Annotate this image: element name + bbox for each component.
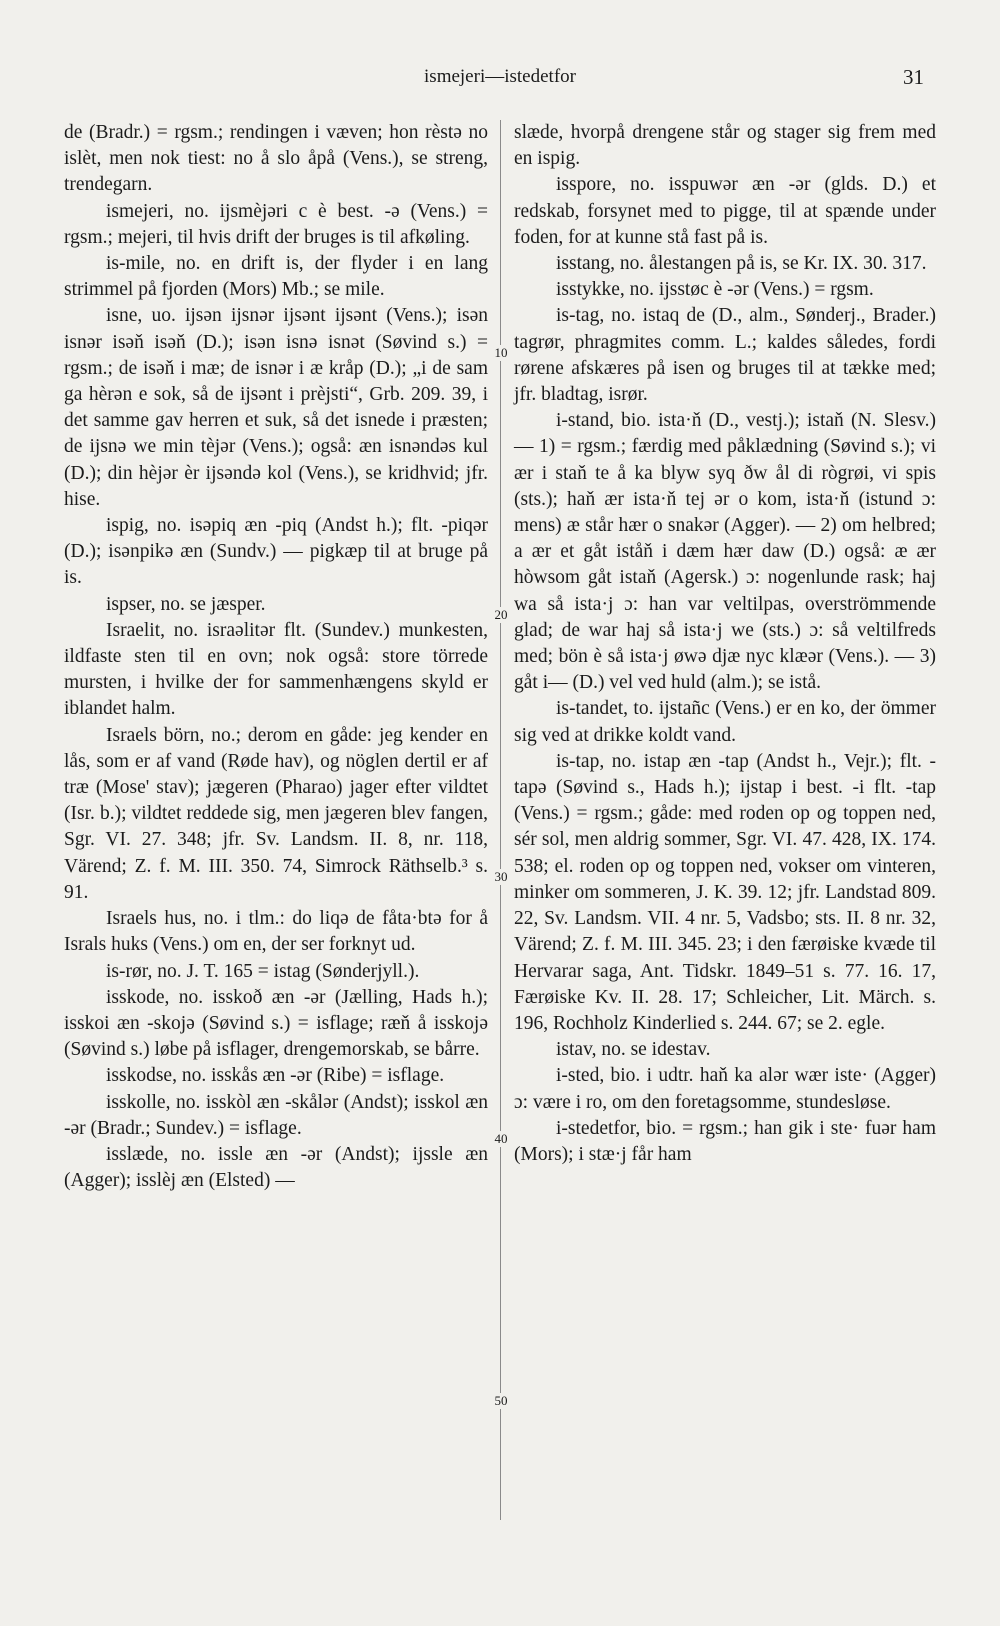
dictionary-entry: isskolle, no. isskòl æn -skålər (Andst); isskol æn -ər (Bradr.; Sundev.) = isflage. [64, 1091, 488, 1139]
dictionary-entry: ispig, no. isəpiq æn -piq (Andst h.); flt. -piqər (D.); isənpikə æn (Sundv.) — pigkæp til at bruge på is. [64, 515, 488, 589]
dictionary-entry: i-stand, bio. ista·ň (D., vestj.); istaň (N. Slesv.) — 1) = rgsm.; færdig med påklædning (Søvind s.); vi ær i staň te å ka blyw syq ðw ål di rògrøi, vi spis (sts.); haň ær ista·ň tej ər o kom, ista·ň (istund ɔ: mens) æ står hær o snakər (Agger). — 2) om helbred; a ær et gåt iståň i dæm hær daw (D.) også: æ ær hòwsom gåt istaň (Agersk.) ɔ: nogenlunde rask; haj wa så ista·j ɔ: han var veltilpas, overströmmende glad; de war haj så ista·j we (sts.) ɔ: så veltilfreds med; bön è så ista·j øwə djæ nyc klæər (Vens.). — 3) gåt i— (D.) vel ved huld (alm.); se istå. [514, 410, 936, 694]
dictionary-entry: isskode, no. isskoð æn -ər (Jælling, Hads h.); isskoi æn -skojə (Søvind s.) = isflage; ræň å isskojə (Søvind s.) løbe på isflager, drengemorskab, se bårre. [64, 986, 488, 1061]
line-number: 20 [489, 607, 513, 623]
column-divider [500, 120, 501, 1520]
dictionary-entry: isspore, no. isspuwər æn -ər (glds. D.) et redskab, forsynet med to pigge, til at spænde under foden, for at kunne stå fast på is. [514, 174, 936, 248]
dictionary-entry: isne, uo. ijsən ijsnər ijsənt ijsənt (Vens.); isən isnər isəň isəň (D.); isən isnə isnət (Søvind s.) = rgsm.; de isəň i mæ; de isnər i æ kråp (D.); „i de sam ga hèrən e sok, så de ijsənt i prèjsti“, Grb. 209. 39, i det samme gav herren et suk, så det isnede i præsten; de ijsnə we min tèjər (Vens.); også: æn isnəndəs kul (D.); din hèjər èr ijsəndə kol (Vens.), se kridhvid; jfr. hise. [64, 305, 488, 510]
dictionary-entry: Israels börn, no.; derom en gåde: jeg kender en lås, som er af vand (Røde hav), og nöglen dertil er af træ (Mose' stav); jægeren (Pharao) jager efter vildtet (Isr. b.); vildtet reddede sig, men jægeren blev fangen, Sgr. VI. 27. 348; jfr. Sv. Landsm. II. 8, nr. 118, Värend; Z. f. M. III. 350. 74, Simrock Räthselb.³ s. 91. [64, 724, 488, 903]
running-title: ismejeri—istedetfor [424, 66, 576, 87]
dictionary-entry: isskodse, no. isskås æn -ər (Ribe) = isflage. [106, 1065, 445, 1087]
left-column [64, 120, 488, 1194]
dictionary-entry: is-tandet, to. ijstañc (Vens.) er en ko, der ömmer sig ved at drikke koldt vand. [514, 698, 936, 746]
dictionary-entry: slæde, hvorpå drengene står og stager sig frem med en ispig. [514, 122, 936, 170]
page-number: 31 [903, 65, 924, 89]
dictionary-entry: Israels hus, no. i tlm.: do liqə de fåta·btə for å Israls huks (Vens.) om en, der ser forknyt ud. [64, 908, 488, 956]
dictionary-entry: is-rør, no. J. T. 165 = istag (Sønderjyll.). [106, 960, 420, 982]
line-number: 30 [489, 869, 513, 885]
right-column [514, 120, 936, 1168]
line-number: 50 [489, 1393, 513, 1409]
dictionary-entry: i-stedetfor, bio. = rgsm.; han gik i ste· fuər ham (Mors); i stæ·j får ham [514, 1117, 936, 1165]
running-head [0, 62, 1000, 92]
dictionary-entry: isstykke, no. ijsstøc è -ər (Vens.) = rgsm. [556, 279, 874, 301]
dictionary-entry: isslæde, no. issle æn -ər (Andst); ijssle æn (Agger); isslèj æn (Elsted) — [64, 1143, 488, 1192]
dictionary-entry: is-tap, no. istap æn -tap (Andst h., Vejr.); flt. -tapə (Søvind s., Hads h.); ijstap i best. -i flt. -tap (Vens.) = rgsm.; gåde: med roden op og toppen ned, sér sol, men aldrig sommer, Sgr. VI. 47. 428, IX. 174. 538; el. roden op og toppen ned, vokser om vinteren, minker om sommeren, J. K. 39. 12; jfr. Landstad 809. 22, Sv. Landsm. VII. 4 nr. 5, Vadsbo; sts. II. 8 nr. 32, Värend; Z. f. M. III. 345. 23; i den færøiske kvæde til Hervarar saga, Ant. Tidskr. 1849–51 s. 77. 16. 17, Færøiske Kv. II. 28. 17; Schleicher, Lit. Märch. s. 196, Rochholz Kinderlied s. 244. 67; se 2. egle. [514, 750, 936, 1034]
dictionary-entry: Israelit, no. israəlitər flt. (Sundev.) munkesten, ildfaste sten til en ovn; nok også: store törrede mursten, i hvilke der for sammenhængens skyld er iblandet halm. [64, 619, 488, 720]
dictionary-entry: is-tag, no. istaq de (D., alm., Sønderj., Brader.) tagrør, phragmites comm. L.; kaldes således, fordi rørene afskæres på isen og bruges til at tække med; jfr. bladtag, isrør. [514, 305, 936, 406]
dictionary-entry: i-sted, bio. i udtr. haň ka alər wær iste· (Agger) ɔ: være i ro, om den foretagsomme, stundesløse. [514, 1065, 936, 1113]
dictionary-entry: ismejeri, no. ijsmèjəri c è best. -ə (Vens.) = rgsm.; mejeri, til hvis drift der bruges is til afkøling. [64, 200, 488, 248]
dictionary-entry: de (Bradr.) = rgsm.; rendingen i væven; hon rèstə no islèt, men nok tiest: no å slo åpå (Vens.), se streng, trendegarn. [64, 122, 488, 196]
dictionary-entry: istav, no. se idestav. [556, 1039, 711, 1061]
line-number: 10 [489, 345, 513, 361]
dictionary-entry: isstang, no. ålestangen på is, se Kr. IX. 30. 317. [556, 253, 927, 275]
dictionary-entry: is-mile, no. en drift is, der flyder i en lang strimmel på fjorden (Mors) Mb.; se mile. [64, 253, 488, 301]
dictionary-entry: ispser, no. se jæsper. [106, 593, 266, 615]
line-number: 40 [489, 1131, 513, 1147]
